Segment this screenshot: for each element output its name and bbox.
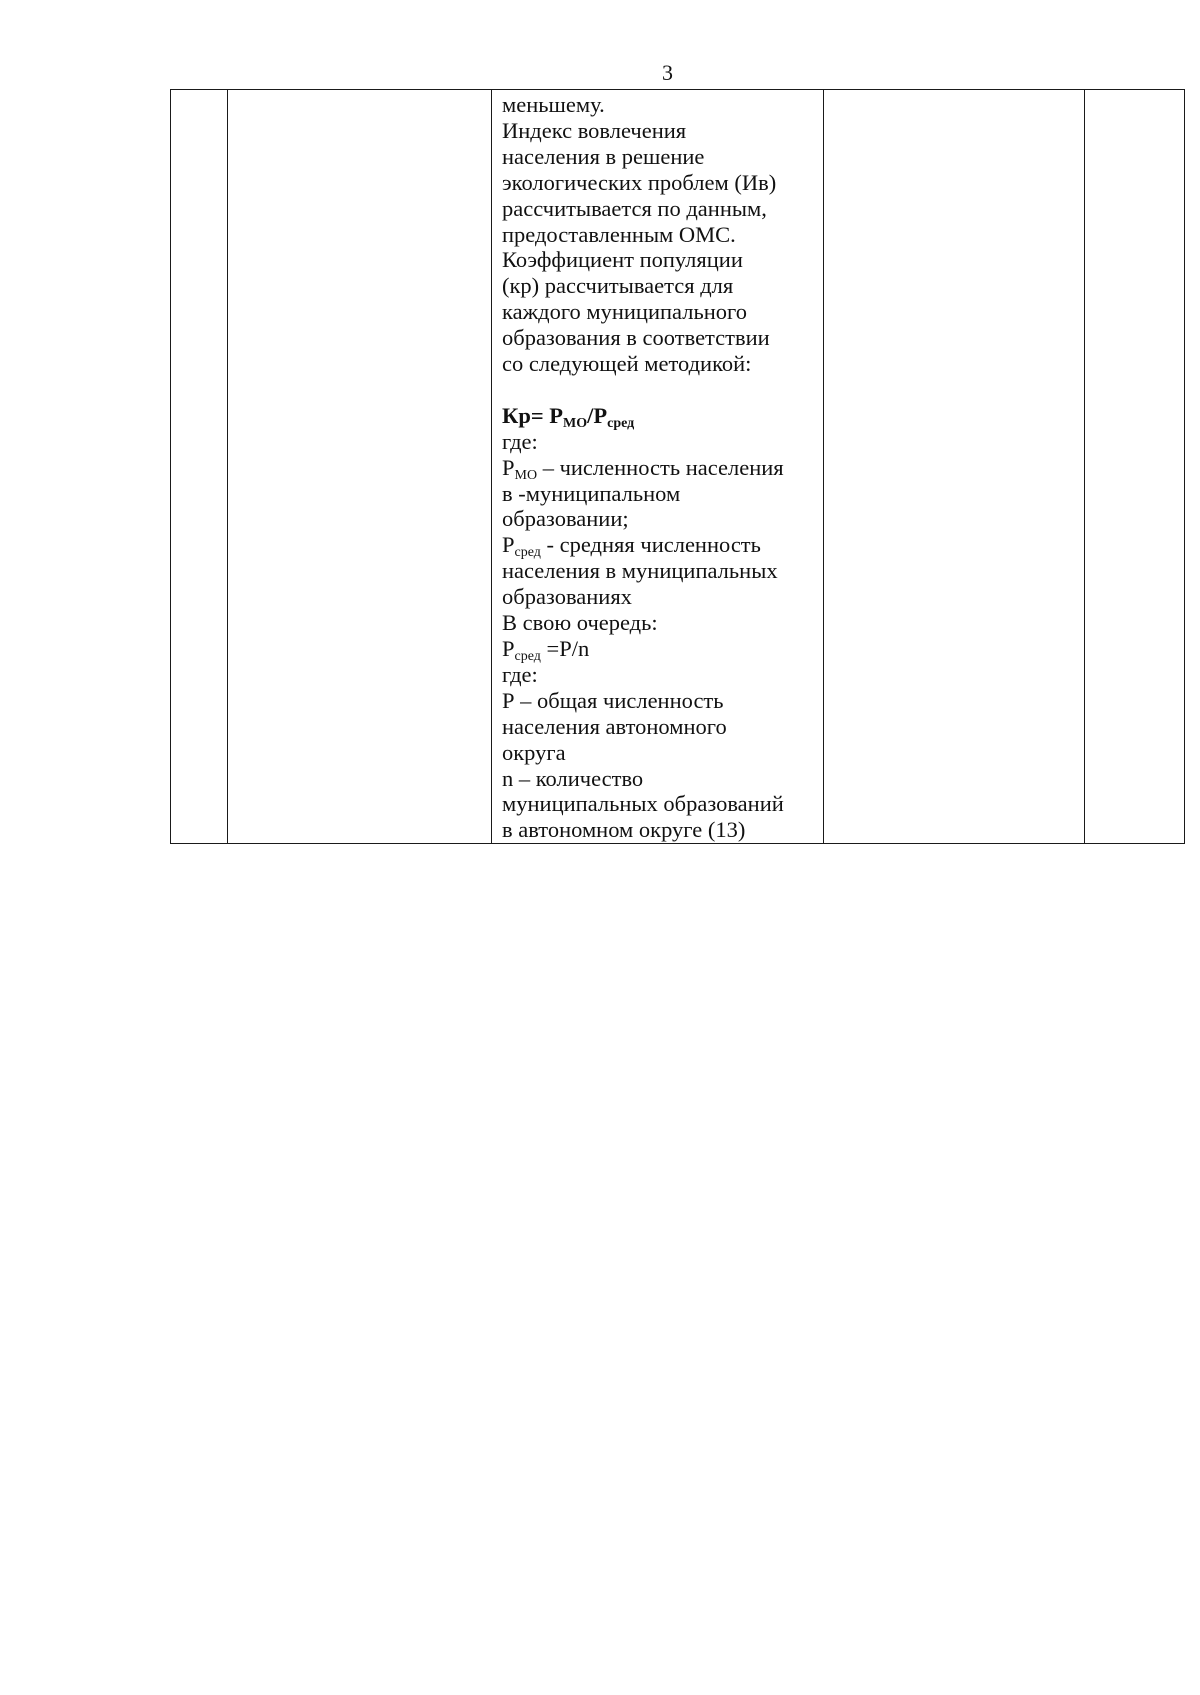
text-line: образованиях [502, 584, 632, 610]
text-line: В свою очередь: [502, 610, 658, 636]
text-line: в -муниципальном [502, 480, 681, 506]
text-line: рассчитывается по данным, [502, 195, 767, 221]
formula-slash: / [587, 402, 594, 428]
def-p: Р [502, 454, 515, 480]
formula-sub-mo: МО [563, 415, 588, 431]
formula-psred [502, 636, 815, 665]
table-cell-source [824, 90, 1085, 844]
table-cell-number [171, 90, 228, 844]
text-line: предоставленным ОМС. [502, 221, 736, 247]
formula-kr [502, 403, 815, 429]
text-line: населения в муниципальных [502, 558, 778, 584]
def-rest: - средняя численность [540, 532, 761, 558]
table-cell-indicator [228, 90, 492, 844]
definition-psred [502, 532, 815, 561]
text-line: экологических проблем (Ив) [502, 169, 777, 195]
text-line: муниципальных образований [502, 791, 784, 817]
text-line: каждого муниципального [502, 299, 747, 325]
methodology-text [492, 90, 823, 843]
text-line: образования в соответствии [502, 325, 770, 351]
text-line: Р – общая численность [502, 687, 724, 713]
formula-p: Р [593, 402, 608, 428]
text-line: со следующей методикой: [502, 351, 752, 377]
formula-kr-label: Кр= [502, 402, 550, 428]
text-line: меньшему. [502, 92, 605, 117]
text-line: (кр) рассчитывается для [502, 273, 734, 299]
page-number: 3 [662, 60, 673, 85]
table-cell-note [1085, 90, 1185, 844]
text-line: округа [502, 739, 566, 765]
indicator-table [170, 89, 1185, 844]
formula-sub-sred: сред [607, 415, 635, 431]
formula2-p: Р [502, 636, 515, 662]
formula-p: Р [549, 402, 564, 428]
text-line: где: [502, 428, 538, 454]
blank-line [502, 377, 815, 403]
text-line: n – количество [502, 765, 644, 791]
formula2-sub: сред [514, 649, 541, 665]
text-line: населения автономного [502, 713, 727, 739]
def-rest: – численность населения [537, 454, 784, 480]
text-line: образовании; [502, 506, 629, 532]
text-line: Коэффициент популяции [502, 247, 743, 273]
text-line: населения в решение [502, 143, 705, 169]
def-p: Р [502, 532, 515, 558]
definition-pmo [502, 455, 815, 481]
table-row [171, 90, 1185, 844]
text-line: Индекс вовлечения [502, 117, 687, 143]
def-sub: сред [514, 545, 541, 561]
def-sub: МО [514, 467, 538, 483]
formula2-rest: =P/n [540, 636, 590, 662]
text-line: где: [502, 661, 538, 687]
table-cell-methodology [492, 90, 824, 844]
text-line: в автономном округе (13) [502, 817, 746, 843]
